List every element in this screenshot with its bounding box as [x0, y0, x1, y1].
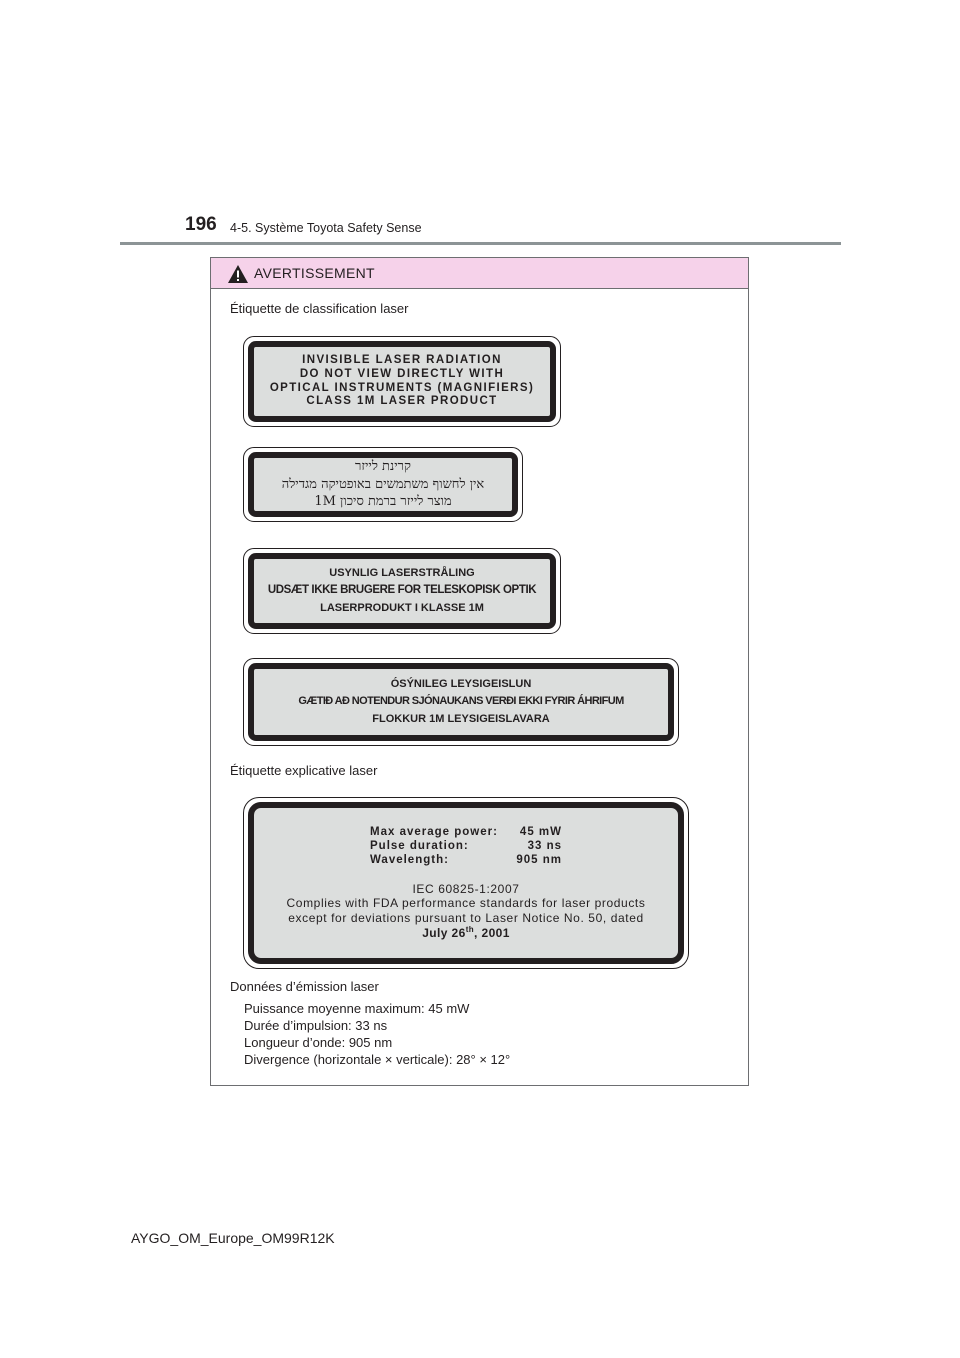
label-line: UDSÆT IKKE BRUGERE FOR TELESKOPISK OPTIK: [267, 584, 537, 597]
warning-header: [211, 258, 748, 289]
emission-item: Divergence (horizontale × verticale): 28° × 12°: [244, 1052, 511, 1067]
section-title: 4-5. Système Toyota Safety Sense: [230, 221, 422, 235]
spec-label: Pulse duration:: [370, 839, 469, 852]
spec-label: Max average power:: [370, 825, 498, 838]
warning-triangle-icon: [227, 264, 249, 284]
label-line: CLASS 1M LASER PRODUCT: [306, 395, 498, 408]
icelandic-laser-label-inner: [248, 663, 674, 741]
english-laser-label: [243, 336, 561, 427]
warning-box: [210, 257, 749, 1086]
emission-item: Durée d’impulsion: 33 ns: [244, 1018, 388, 1033]
spec-value: 33 ns: [527, 839, 562, 852]
explanatory-laser-label: [243, 797, 689, 969]
label-line: USYNLIG LASERSTRÅLING: [329, 567, 475, 580]
label-line: מוצר לייזר ברמת סיכון 1M: [314, 494, 452, 510]
emission-item: Puissance moyenne maximum: 45 mW: [244, 1001, 470, 1016]
label-line: FLOKKUR 1M LEYSIGEISLAVARA: [372, 712, 550, 725]
hebrew-laser-label: [243, 447, 523, 522]
emission-heading: Données d’émission laser: [230, 979, 379, 994]
page-number: 196: [185, 214, 217, 235]
label-line: DO NOT VIEW DIRECTLY WITH: [299, 367, 505, 380]
warning-title: AVERTISSEMENT: [254, 265, 375, 281]
date-suffix: th: [465, 924, 475, 934]
explanatory-label-heading: Étiquette explicative laser: [230, 763, 378, 778]
emission-item: Longueur d’onde: 905 nm: [244, 1035, 393, 1050]
spec-value: 45 mW: [519, 825, 562, 838]
label-line: GÆTIÐ AÐ NOTENDUR SJÓNAUKANS VERÐI EKKI FYRIR ÁHRIFUM: [298, 695, 624, 708]
label-line: קרינת לייזר: [355, 459, 411, 475]
header-rule: [120, 242, 841, 245]
fda-compliance-line: Complies with FDA performance standards for laser products: [286, 896, 646, 911]
label-line: INVISIBLE LASER RADIATION: [302, 353, 502, 366]
spec-label: Wavelength:: [370, 853, 449, 866]
spec-table: [370, 826, 562, 866]
label-line: OPTICAL INSTRUMENTS (MAGNIFIERS): [269, 381, 535, 394]
footer-document-code: AYGO_OM_Europe_OM99R12K: [131, 1230, 335, 1246]
label-line: ÓSÝNILEG LEYSIGEISLUN: [390, 678, 532, 691]
danish-laser-label: [243, 548, 561, 634]
icelandic-laser-label: [243, 658, 679, 746]
date-prefix: July 26: [422, 925, 466, 940]
emission-list: [244, 1000, 510, 1068]
spec-value: 905 nm: [516, 853, 562, 866]
fda-compliance-line: except for deviations pursuant to Laser Notice No. 50, dated: [288, 910, 644, 925]
english-laser-label-inner: [248, 341, 556, 422]
explanatory-laser-label-inner: [248, 802, 684, 964]
compliance-date: [422, 925, 510, 940]
danish-laser-label-inner: [248, 553, 556, 629]
date-year: , 2001: [474, 925, 510, 940]
classification-label-heading: Étiquette de classification laser: [230, 301, 409, 316]
label-line: LASERPRODUKT I KLASSE 1M: [320, 601, 484, 614]
hebrew-laser-label-inner: [248, 452, 518, 517]
iec-standard: IEC 60825-1:2007: [412, 881, 520, 896]
label-line: אין לחשוף משתמשים באופטיקה מגדילה: [281, 476, 485, 492]
